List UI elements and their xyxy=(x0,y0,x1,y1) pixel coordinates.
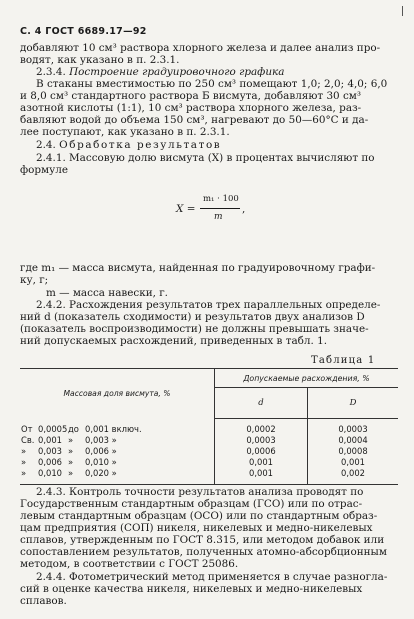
table-caption: Таблица 1 xyxy=(311,355,376,366)
formula-tail: , xyxy=(242,203,246,215)
text-line: ний допускаемых расхождений, приведенных в табл. 1. xyxy=(20,335,328,347)
text-line: В стаканы вместимостью по 250 см³ помещают 1,0; 2,0; 4,0; 6,0 xyxy=(36,78,388,90)
text-line: добавляют 10 см³ раствора хлорного железа и далее анализ про- xyxy=(20,42,381,54)
D-value: 0,002 xyxy=(308,468,399,485)
d-value: 0,0003 xyxy=(215,435,308,446)
text-line: где m₁ — масса висмута, найденная по градуировочному графи- xyxy=(20,262,376,274)
section-title: Обработка результатов xyxy=(59,139,222,151)
column-header-mass: Массовая доля висмута, % xyxy=(20,369,215,419)
formula-denominator: m xyxy=(214,212,223,222)
d-value: 0,001 xyxy=(215,457,308,468)
column-header-d: d xyxy=(215,388,308,419)
mass-range-cell: От 0,0005до 0,001 включ. xyxy=(21,423,142,434)
text-line: ку, г; xyxy=(20,274,49,286)
formula-numerator: m₁ · 100 xyxy=(203,194,239,204)
text-line: водят, как указано в п. 2.3.1. xyxy=(20,54,180,66)
text-line: сплавов. xyxy=(20,595,67,607)
column-header-D: D xyxy=(308,388,399,419)
text-line: 2.4.2. Расхождения результатов трех параллельных определе- xyxy=(36,299,381,311)
section-title: Построение градуировочного графика xyxy=(69,66,285,78)
D-value: 0,001 xyxy=(308,457,399,468)
mass-range-cell: » 0,003 » 0,006 » xyxy=(21,446,117,456)
text-line: ний d (показатель сходимости) и результатов двух анализов D xyxy=(20,311,365,323)
text-line: левым стандартным образцам (ОСО) или по стандартным образ- xyxy=(20,510,378,522)
mass-range-cell: » 0,006 » 0,010 » xyxy=(21,457,117,467)
section-number: 2.4. xyxy=(36,139,56,151)
text-line: 2.4.1. Массовую долю висмута (X) в процентах вычисляют по xyxy=(36,152,375,164)
text-line: лее поступают, как указано в п. 2.3.1. xyxy=(20,126,230,138)
section-number: 2.3.4. xyxy=(36,66,66,78)
text-line: сопоставлением результатов, полученных атомно-абсорбционным xyxy=(20,546,387,558)
mass-range-cell: Св. 0,001 » 0,003 » xyxy=(21,435,117,445)
formula xyxy=(0,192,414,232)
table-row xyxy=(20,419,398,436)
text-line: m — масса навески, г. xyxy=(46,287,168,299)
text-line: сплавов, утвержденным по ГОСТ 8.315, или методом добавок или xyxy=(20,534,385,546)
table-row xyxy=(20,468,398,485)
table-row xyxy=(20,457,398,468)
mass-range-cell: » 0,010 » 0,020 » xyxy=(20,468,215,485)
text-line: цам предприятия (СОП) никеля, никелевых и медно-никелевых xyxy=(20,522,373,534)
d-value: 0,0002 xyxy=(215,419,308,436)
text-line: 2.4.4. Фотометрический метод применяется в случае разногла- xyxy=(36,571,388,583)
D-value: 0,0003 xyxy=(308,419,399,436)
text-line: бавляют водой до объема 150 см³, нагревают до 50—60°С и да- xyxy=(20,114,369,126)
text-line: методом, в соответствии с ГОСТ 25086. xyxy=(20,558,239,570)
formula-lhs: X = xyxy=(176,203,196,215)
fraction-bar xyxy=(200,208,240,209)
tolerance-table xyxy=(20,368,398,485)
text-line: азотной кислоты (1:1), 10 см³ раствора хлорного железа, раз- xyxy=(20,102,362,114)
text-line: (показатель воспроизводимости) не должны превышать значе- xyxy=(20,323,369,335)
scan-mark xyxy=(402,6,403,16)
D-value: 0,0008 xyxy=(308,446,399,457)
text-line: формуле xyxy=(20,164,68,176)
text-line: и 8,0 см³ стандартного раствора Б висмута, добавляют 30 см³ xyxy=(20,90,362,102)
d-value: 0,0006 xyxy=(215,446,308,457)
page-header: С. 4 ГОСТ 6689.17—92 xyxy=(20,26,147,37)
section-heading-2-3-4 xyxy=(36,66,284,78)
table-row xyxy=(20,435,398,446)
table-row xyxy=(20,446,398,457)
d-value: 0,001 xyxy=(215,468,308,485)
D-value: 0,0004 xyxy=(308,435,399,446)
text-line: Государственным стандартным образцам (ГСО) или по отрас- xyxy=(20,498,363,510)
column-header-group: Допускаемые расхождения, % xyxy=(215,369,399,388)
text-line: 2.4.3. Контроль точности результатов анализа проводят по xyxy=(36,486,364,498)
text-line: сий в оценке качества никеля, никелевых и медно-никелевых xyxy=(20,583,363,595)
section-heading-2-4 xyxy=(36,139,221,151)
